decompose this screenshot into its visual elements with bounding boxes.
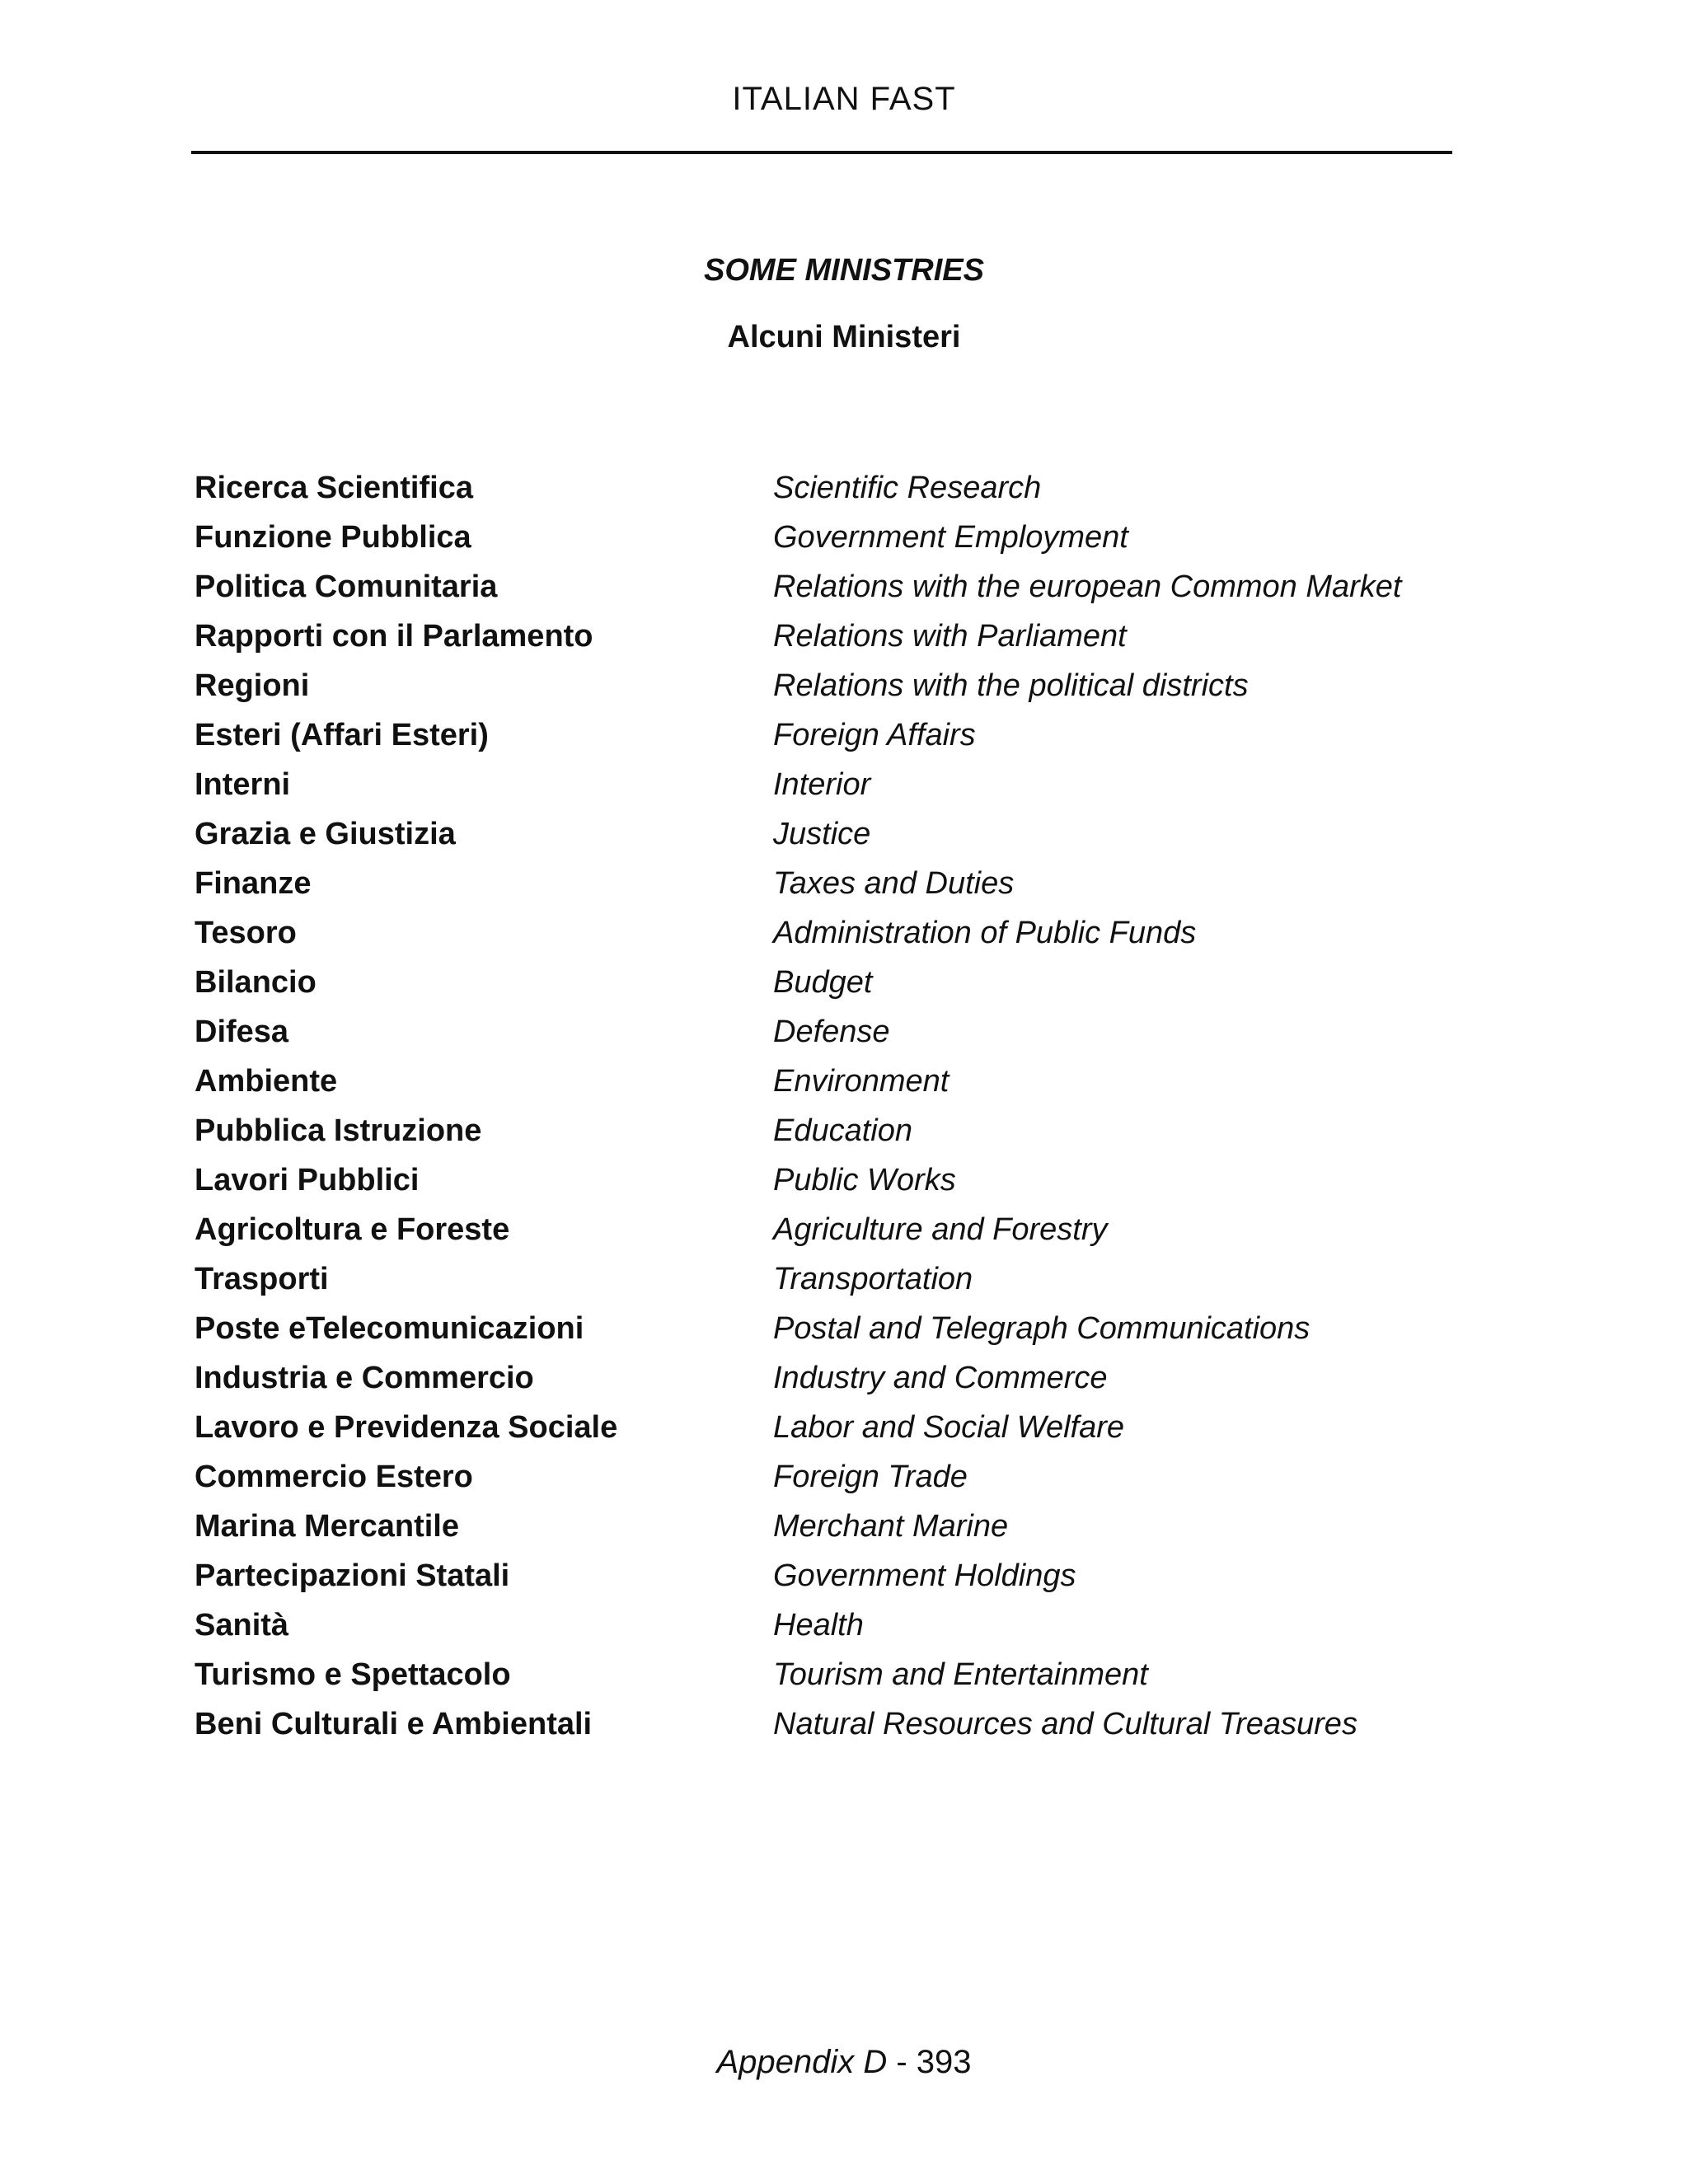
section-subtitle: Alcuni Ministeri [727, 320, 961, 354]
italian-name: Interni [195, 766, 291, 802]
italian-name: Regioni [195, 668, 310, 703]
english-name: Postal and Telegraph Communications [773, 1310, 1311, 1346]
italian-name: Industria e Commercio [195, 1360, 534, 1395]
ministry-row [195, 1502, 1513, 1551]
italian-name: Ricerca Scientifica [195, 470, 473, 505]
italian-name: Poste eTelecomunicazioni [195, 1310, 584, 1346]
ministry-row [195, 1452, 1513, 1502]
english-name: Transportation [773, 1261, 973, 1296]
english-name: Environment [773, 1063, 950, 1099]
ministry-row [195, 513, 1513, 562]
ministry-row [195, 1007, 1513, 1057]
ministry-row [195, 1205, 1513, 1254]
ministry-row [195, 760, 1513, 809]
ministry-row [195, 809, 1513, 859]
italian-name: Bilancio [195, 964, 316, 1000]
english-name: Scientific Research [773, 470, 1042, 505]
english-name: Health [773, 1607, 864, 1643]
ministry-row [195, 562, 1513, 612]
english-name: Budget [773, 964, 873, 1000]
italian-name: Esteri (Affari Esteri) [195, 717, 489, 752]
footer-separator: - [887, 2044, 917, 2080]
ministry-row [195, 1601, 1513, 1650]
italian-name: Finanze [195, 865, 312, 901]
ministry-row [195, 463, 1513, 513]
english-name: Agriculture and Forestry [773, 1212, 1108, 1247]
ministry-row [195, 1106, 1513, 1155]
ministry-row [195, 1155, 1513, 1205]
ministry-row [195, 1254, 1513, 1304]
italian-name: Turismo e Spettacolo [195, 1657, 511, 1692]
italian-name: Partecipazioni Statali [195, 1558, 510, 1593]
running-head: ITALIAN FAST [732, 81, 956, 117]
ministry-row [195, 908, 1513, 958]
english-name: Foreign Trade [773, 1459, 968, 1494]
page-footer [0, 2044, 1688, 2081]
english-name: Government Holdings [773, 1558, 1076, 1593]
section-title: SOME MINISTRIES [704, 253, 984, 288]
ministry-row [195, 661, 1513, 710]
ministry-row [195, 1403, 1513, 1452]
italian-name: Agricoltura e Foreste [195, 1212, 510, 1247]
ministry-row [195, 1650, 1513, 1699]
ministry-row [195, 612, 1513, 661]
italian-name: Beni Culturali e Ambientali [195, 1706, 593, 1741]
italian-name: Commercio Estero [195, 1459, 473, 1494]
ministry-row [195, 1353, 1513, 1403]
ministry-list [195, 463, 1513, 1749]
english-name: Natural Resources and Cultural Treasures [773, 1706, 1357, 1741]
italian-name: Difesa [195, 1014, 289, 1049]
italian-name: Ambiente [195, 1063, 338, 1099]
italian-name: Sanità [195, 1607, 289, 1643]
english-name: Justice [773, 816, 871, 851]
page-number: 393 [916, 2044, 972, 2080]
italian-name: Lavoro e Previdenza Sociale [195, 1409, 618, 1445]
ministry-row [195, 1699, 1513, 1749]
italian-name: Lavori Pubblici [195, 1162, 420, 1197]
ministry-row [195, 859, 1513, 908]
ministry-row [195, 1551, 1513, 1601]
ministry-row [195, 1304, 1513, 1353]
header-rule [191, 151, 1452, 154]
ministry-row [195, 1057, 1513, 1106]
english-name: Relations with Parliament [773, 618, 1127, 654]
italian-name: Politica Comunitaria [195, 569, 498, 604]
italian-name: Funzione Pubblica [195, 519, 471, 555]
english-name: Labor and Social Welfare [773, 1409, 1124, 1445]
appendix-label: Appendix D [716, 2044, 888, 2080]
ministry-row [195, 958, 1513, 1007]
english-name: Taxes and Duties [773, 865, 1015, 901]
italian-name: Marina Mercantile [195, 1508, 459, 1544]
english-name: Administration of Public Funds [773, 915, 1197, 950]
italian-name: Pubblica Istruzione [195, 1113, 482, 1148]
english-name: Merchant Marine [773, 1508, 1009, 1544]
italian-name: Trasporti [195, 1261, 329, 1296]
italian-name: Grazia e Giustizia [195, 816, 456, 851]
english-name: Defense [773, 1014, 890, 1049]
english-name: Relations with the european Common Market [773, 569, 1402, 604]
italian-name: Rapporti con il Parlamento [195, 618, 593, 654]
english-name: Industry and Commerce [773, 1360, 1108, 1395]
italian-name: Tesoro [195, 915, 297, 950]
english-name: Foreign Affairs [773, 717, 976, 752]
english-name: Interior [773, 766, 871, 802]
ministry-row [195, 710, 1513, 760]
english-name: Public Works [773, 1162, 956, 1197]
english-name: Relations with the political districts [773, 668, 1249, 703]
english-name: Education [773, 1113, 913, 1148]
english-name: Government Employment [773, 519, 1128, 555]
english-name: Tourism and Entertainment [773, 1657, 1148, 1692]
